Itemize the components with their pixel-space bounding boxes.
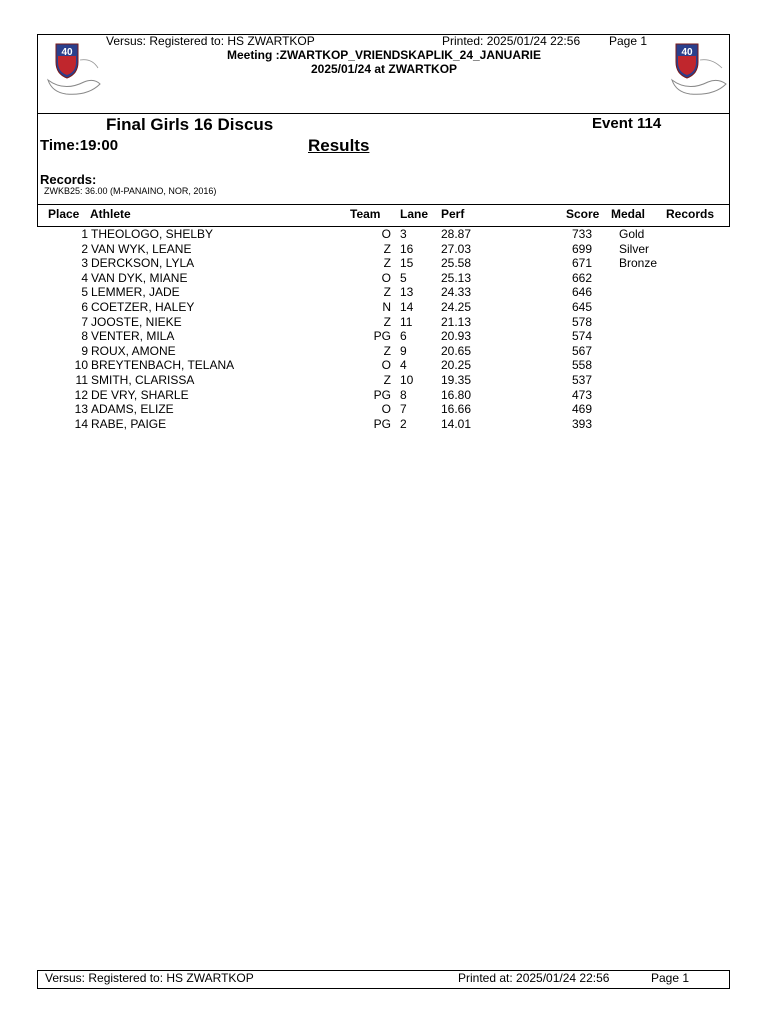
table-row [0, 402, 768, 417]
lane-cell: 5 [400, 270, 407, 285]
perf-cell: 24.25 [441, 299, 472, 314]
team-cell: O [381, 358, 391, 373]
meeting-date-venue: 2025/01/24 at ZWARTKOP [310, 62, 458, 76]
place-cell: 10 [74, 358, 88, 373]
score-cell: 646 [571, 285, 592, 300]
footer-registered-text: Versus: Registered to: HS ZWARTKOP [45, 971, 254, 985]
lane-cell: 9 [400, 343, 407, 358]
results-list [0, 227, 768, 431]
place-cell: 2 [81, 241, 88, 256]
table-row [0, 417, 768, 432]
athlete-cell: ADAMS, ELIZE [91, 402, 174, 417]
team-cell: O [381, 227, 391, 241]
lane-cell: 13 [400, 285, 414, 300]
team-cell: N [382, 299, 391, 314]
athlete-cell: DE VRY, SHARLE [91, 387, 189, 402]
table-row [0, 315, 768, 330]
athlete-cell: VENTER, MILA [91, 329, 175, 344]
team-cell: PG [373, 329, 391, 344]
crest-number-left: 40 [61, 47, 73, 58]
place-cell: 3 [81, 256, 88, 271]
perf-cell: 16.80 [441, 387, 472, 402]
lane-cell: 16 [400, 241, 414, 256]
place-cell: 5 [81, 285, 88, 300]
col-medal: Medal [611, 207, 646, 221]
lane-cell: 10 [400, 372, 414, 387]
table-row [0, 285, 768, 300]
col-place: Place [48, 207, 80, 221]
team-cell: O [381, 270, 391, 285]
team-cell: Z [383, 314, 391, 329]
col-team: Team [350, 207, 381, 221]
perf-cell: 25.13 [441, 270, 472, 285]
col-records: Records [666, 207, 715, 221]
place-cell: 6 [81, 299, 88, 314]
lane-cell: 2 [400, 416, 407, 431]
header-page-text: Page 1 [609, 34, 648, 48]
lane-cell: 11 [400, 314, 413, 329]
results-heading: Results [308, 136, 370, 155]
lane-cell: 7 [400, 402, 407, 417]
score-cell: 671 [571, 256, 592, 271]
header-registered-text: Versus: Registered to: HS ZWARTKOP [106, 34, 315, 48]
footer-page-text: Page 1 [651, 971, 690, 985]
perf-cell: 27.03 [441, 241, 472, 256]
header-printed-text: Printed: 2025/01/24 22:56 [442, 34, 581, 48]
athlete-cell: JOOSTE, NIEKE [91, 314, 182, 329]
col-athlete: Athlete [90, 207, 131, 221]
place-cell: 7 [81, 314, 88, 329]
event-time: Time:19:00 [40, 137, 119, 154]
place-cell: 1 [81, 227, 88, 241]
lane-cell: 14 [400, 299, 414, 314]
footer-printed-text: Printed at: 2025/01/24 22:56 [458, 971, 610, 985]
place-cell: 14 [74, 416, 88, 431]
score-cell: 567 [571, 343, 592, 358]
score-cell: 469 [571, 402, 592, 417]
team-cell: Z [383, 285, 391, 300]
medal-cell: Gold [619, 227, 645, 241]
col-score: Score [566, 207, 600, 221]
lane-cell: 3 [400, 227, 407, 241]
table-row [0, 388, 768, 403]
table-row [0, 256, 768, 271]
score-cell: 699 [571, 241, 592, 256]
athlete-cell: COETZER, HALEY [91, 299, 195, 314]
team-cell: Z [383, 372, 391, 387]
perf-cell: 20.93 [441, 329, 472, 344]
crest-number-right: 40 [681, 47, 693, 58]
score-cell: 645 [571, 299, 592, 314]
event-title: Final Girls 16 Discus [106, 115, 274, 134]
score-cell: 733 [571, 227, 592, 241]
records-label: Records: [40, 172, 97, 187]
medal-cell: Bronze [619, 256, 658, 271]
score-cell: 574 [571, 329, 592, 344]
athlete-cell: VAN WYK, LEANE [91, 241, 192, 256]
place-cell: 8 [81, 329, 88, 344]
meeting-title: Meeting :ZWARTKOP_VRIENDSKAPLIK_24_JANUARIE [226, 48, 542, 62]
table-row [0, 227, 768, 242]
place-cell: 11 [75, 372, 88, 387]
team-cell: PG [373, 387, 391, 402]
lane-cell: 6 [400, 329, 407, 344]
team-cell: O [381, 402, 391, 417]
athlete-cell: VAN DYK, MIANE [91, 270, 188, 285]
lane-cell: 8 [400, 387, 407, 402]
perf-cell: 21.13 [441, 314, 472, 329]
col-lane: Lane [400, 207, 429, 221]
team-cell: Z [383, 256, 391, 271]
athlete-cell: DERCKSON, LYLA [91, 256, 195, 271]
table-row [0, 344, 768, 359]
team-cell: PG [373, 416, 391, 431]
perf-cell: 24.33 [441, 285, 472, 300]
perf-cell: 16.66 [441, 402, 472, 417]
event-number: Event 114 [592, 115, 662, 132]
col-perf: Perf [441, 207, 465, 221]
score-cell: 473 [571, 387, 592, 402]
lane-cell: 15 [400, 256, 414, 271]
perf-cell: 28.87 [441, 227, 472, 241]
place-cell: 4 [81, 270, 88, 285]
record-line: ZWKB25: 36.00 (M-PANAINO, NOR, 2016) [44, 186, 217, 196]
place-cell: 12 [74, 387, 88, 402]
table-row [0, 329, 768, 344]
lane-cell: 4 [400, 358, 407, 373]
score-cell: 537 [571, 372, 592, 387]
athlete-cell: BREYTENBACH, TELANA [91, 358, 235, 373]
perf-cell: 19.35 [441, 372, 472, 387]
score-cell: 662 [571, 270, 592, 285]
score-cell: 558 [571, 358, 592, 373]
athlete-cell: RABE, PAIGE [91, 416, 167, 431]
table-row [0, 300, 768, 315]
athlete-cell: ROUX, AMONE [91, 343, 176, 358]
place-cell: 9 [81, 343, 88, 358]
team-cell: Z [383, 343, 391, 358]
table-row [0, 358, 768, 373]
athlete-cell: THEOLOGO, SHELBY [91, 227, 214, 241]
athlete-cell: LEMMER, JADE [91, 285, 180, 300]
score-cell: 393 [571, 416, 592, 431]
medal-cell: Silver [619, 241, 650, 256]
perf-cell: 14.01 [441, 416, 472, 431]
team-cell: Z [383, 241, 391, 256]
perf-cell: 20.65 [441, 343, 472, 358]
place-cell: 13 [74, 402, 88, 417]
table-row [0, 373, 768, 388]
table-row [0, 271, 768, 286]
athlete-cell: SMITH, CLARISSA [91, 372, 195, 387]
table-row [0, 242, 768, 257]
perf-cell: 25.58 [441, 256, 472, 271]
score-cell: 578 [571, 314, 592, 329]
perf-cell: 20.25 [441, 358, 472, 373]
